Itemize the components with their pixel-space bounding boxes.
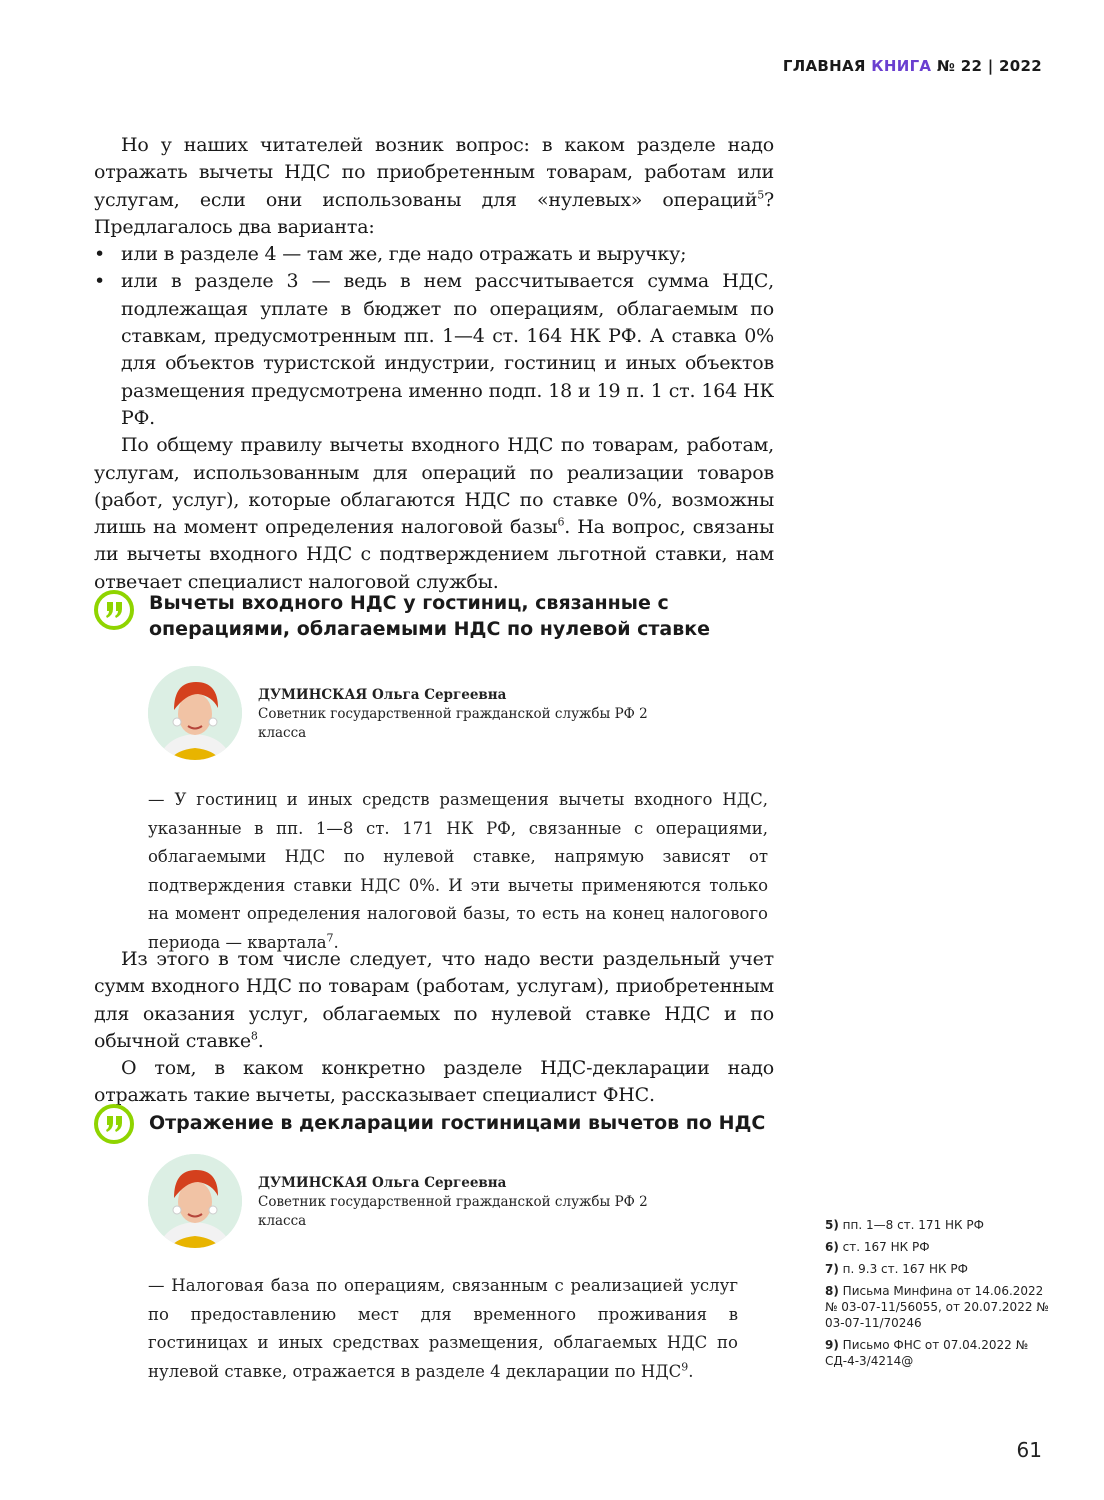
footnote-ref: 7 [326, 931, 334, 944]
footnote-ref: 5 [757, 188, 764, 202]
expert-info [258, 1174, 658, 1231]
expert-avatar [148, 1154, 242, 1248]
expert-name: ДУМИНСКАЯ Ольга Сергеевна [258, 1175, 507, 1191]
footnote-item: 9) Письмо ФНС от 07.04.2022 № СД-4-3/4214@ [825, 1338, 1029, 1368]
magazine-name-part1: ГЛАВНАЯ [782, 57, 866, 75]
quote-icon [94, 590, 134, 630]
footnote-item: 7) п. 9.3 ст. 167 НК РФ [825, 1262, 968, 1276]
options-list [94, 241, 774, 432]
intro-paragraph-2: По общему правилу вычеты входного НДС по товарам, работам, услугам, использованным для операций по реализации товаров (работ, услуг), которые облагаются НДС по ставке 0%, возможны лишь на момент определения налоговой базы$^6$. На вопрос, связаны ли вычеты входного НДС с подтверждением льготной ставки, нам отвечает специалист налоговой службы. [94, 434, 775, 593]
middle-section [94, 946, 774, 1110]
expert-answer-2: — Налоговая база по операциям, связанным с реализацией услуг по предоставлению мест для временного проживания в гостиницах и иных средствах размещения, облагаемых НДС по нулевой ставке, отражается в разделе 4 декларации по НДС$^9$. [148, 1276, 738, 1381]
expert-avatar [148, 666, 242, 760]
middle-paragraph-2: О том, в каком конкретно разделе НДС-декларации надо отражать такие вычеты, рассказывает специалист ФНС. [94, 1057, 774, 1107]
page-number: 61 [1016, 1438, 1042, 1462]
expert-info [258, 686, 658, 743]
magazine-name-part2: КНИГА [871, 57, 932, 75]
quote-title: Отражение в декларации гостиницами вычетов по НДС [149, 1112, 766, 1134]
footnote-ref: 9 [681, 1360, 689, 1373]
expert-answer-1: — У гостиниц и иных средств размещения вычеты входного НДС, указанные в пп. 1—8 ст. 171 НК РФ, связанные с операциями, облагаемыми НДС по нулевой ставке, напрямую зависят от подтверждения ставки НДС 0%. И эти вычеты применяются только на момент определения налоговой базы, то есть на конец налогового периода — квартала$^7$. [148, 790, 768, 952]
list-item: • или в разделе 4 — там же, где надо отражать и выручку; [94, 241, 774, 268]
page-header [783, 57, 1042, 75]
quote-title: Вычеты входного НДС у гостиниц, связанные с операциями, облагаемыми НДС по нулевой ставке [149, 592, 711, 640]
expert-position: Советник государственной гражданской службы РФ 2 класса [258, 1194, 648, 1229]
intro-section [94, 132, 774, 596]
quote-icon [94, 1104, 134, 1144]
footnote-item: 8) Письма Минфина от 14.06.2022 № 03-07-11/56055, от 20.07.2022 № 03-07-11/70246 [825, 1284, 1049, 1330]
footnote-item: 5) пп. 1—8 ст. 171 НК РФ [825, 1218, 984, 1232]
footnote-ref: 8 [250, 1029, 258, 1043]
footnote-item: 6) ст. 167 НК РФ [825, 1240, 930, 1254]
footnote-ref: 6 [557, 515, 565, 529]
list-item: • или в разделе 3 — ведь в нем рассчитывается сумма НДС, подлежащая уплате в бюджет по операциям, облагаемым по ставкам, предусмотренным пп. 1—4 ст. 164 НК РФ. А ставка 0% для объектов туристской индустрии, гостиниц и иных объектов размещения предусмотрена именно подп. 18 и 19 п. 1 ст. 164 НК РФ. [94, 268, 774, 432]
issue-number: № 22 | 2022 [936, 57, 1042, 75]
expert-position: Советник государственной гражданской службы РФ 2 класса [258, 706, 648, 741]
middle-paragraph-1: Из этого в том числе следует, что надо вести раздельный учет сумм входного НДС по товарам (работам, услугам), приобретенным для оказания услуг, облагаемых по нулевой ставке НДС и по обычной ставке$^8$. [94, 948, 774, 1052]
intro-paragraph-1: Но у наших читателей возник вопрос: в каком разделе надо отражать вычеты НДС по приобретенным товарам, работам или услугам, если они использованы для «нулевых» операций$^5$? Предлагалось два варианта: [94, 134, 774, 238]
expert-name: ДУМИНСКАЯ Ольга Сергеевна [258, 687, 507, 703]
footnotes [825, 1217, 1055, 1375]
